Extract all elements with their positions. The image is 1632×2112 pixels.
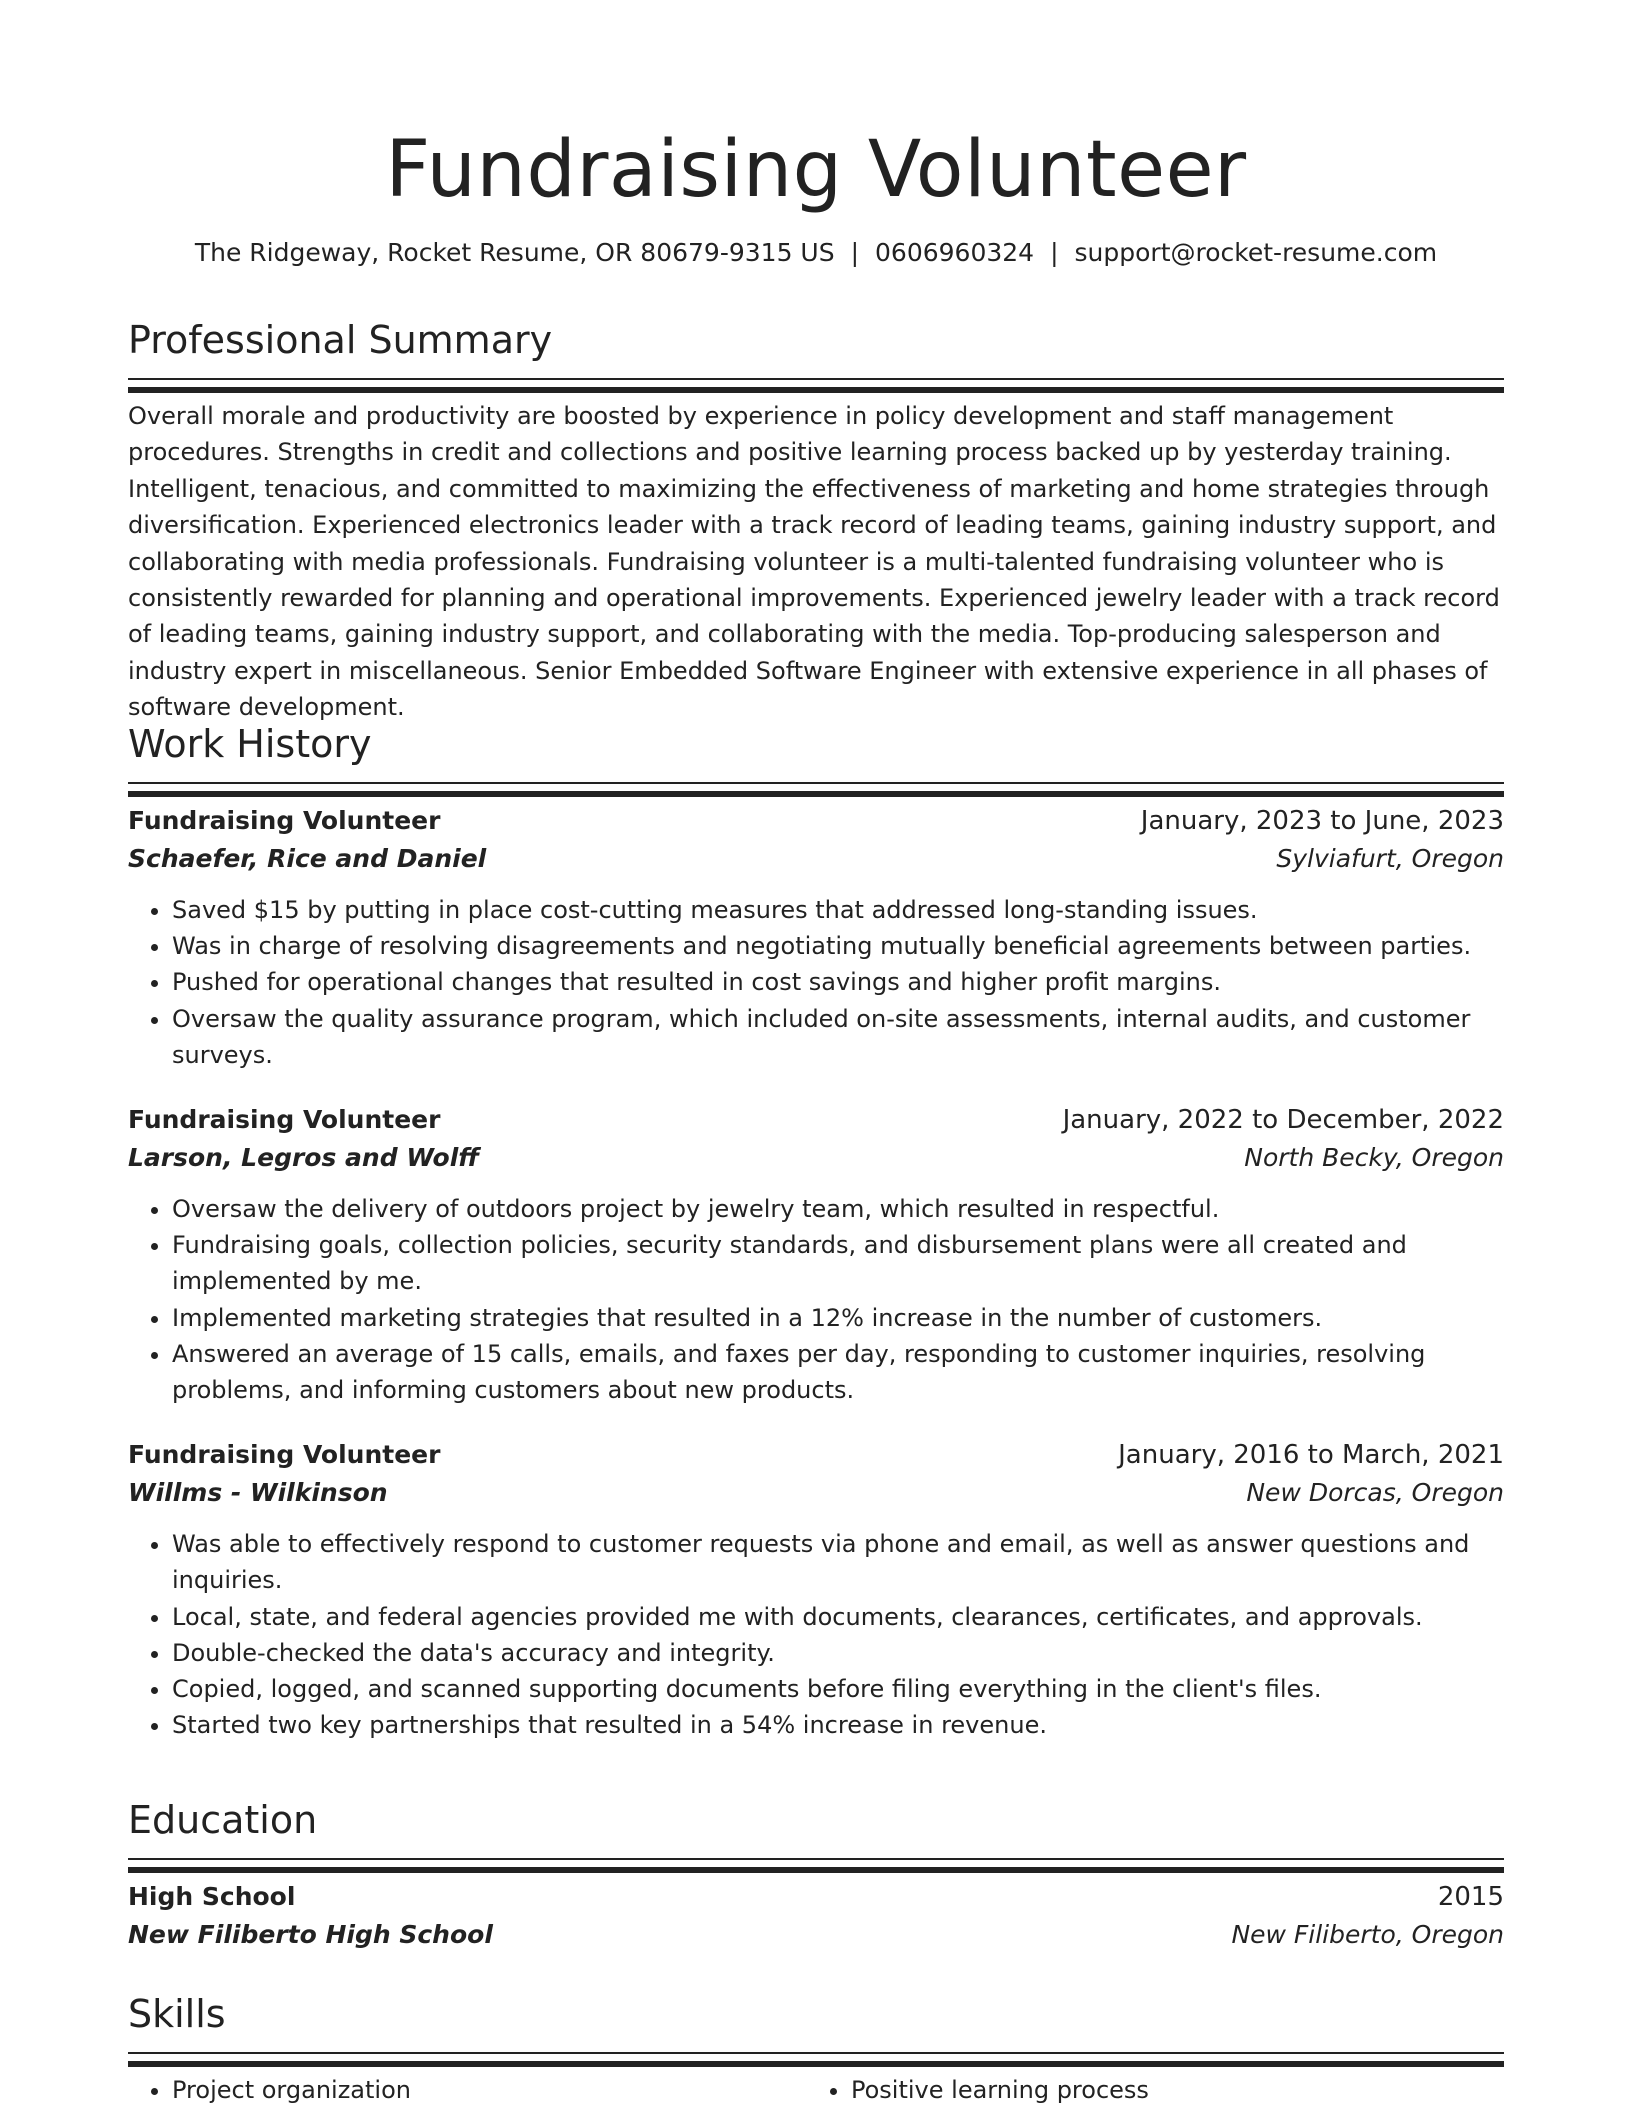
address: The Ridgeway, Rocket Resume, OR 80679-9315 US: [194, 238, 835, 267]
bullet-item: • Copied, logged, and scanned supporting documents before filing everything in the client's files.: [172, 1671, 1504, 1707]
job-location: Sylviafurt, Oregon: [1276, 844, 1504, 873]
bullet-item: • Oversaw the quality assurance program, which included on-site assessments, internal audits, and customer surveys.: [172, 1001, 1504, 1073]
job-dates: January, 2016 to March, 2021: [1118, 1440, 1504, 1471]
employer: Schaefer, Rice and Daniel: [128, 844, 487, 873]
skills-section: [128, 1990, 1504, 2108]
skills-list-left: [128, 2072, 807, 2108]
bullet-item: • Pushed for operational changes that resulted in cost savings and higher profit margins.: [172, 964, 1504, 1000]
section-title-education: Education: [128, 1798, 318, 1842]
job-bullets: [128, 892, 1504, 1073]
section-divider: [128, 2052, 1504, 2054]
bullet-item: • Saved $15 by putting in place cost-cutting measures that addressed long-standing issues.: [172, 892, 1504, 928]
job-subheader: [128, 1474, 1504, 1512]
job-entry: [128, 1101, 1504, 1408]
bullet-item: • Local, state, and federal agencies provided me with documents, clearances, certificates, and approvals.: [172, 1599, 1504, 1635]
education-section: [128, 1796, 1504, 1954]
job-header: [128, 1101, 1504, 1139]
education-header: [128, 1878, 1504, 1916]
job-header: [128, 802, 1504, 840]
employer: Larson, Legros and Wolff: [128, 1143, 480, 1173]
job-entry: [128, 802, 1504, 1073]
section-title-skills: Skills: [128, 1992, 226, 2036]
job-title: Fundraising Volunteer: [128, 1105, 441, 1135]
job-dates: January, 2023 to June, 2023: [1140, 806, 1504, 836]
bullet-item: • Answered an average of 15 calls, emails, and faxes per day, responding to customer inquiries, resolving problems, and informing customers about new products.: [172, 1336, 1504, 1408]
section-divider: [128, 378, 1504, 380]
summary-text: Overall morale and productivity are boosted by experience in policy development and staff management procedures. Strengths in credit and collections and positive learning process backed up by yesterday training. Intelligent, tenacious, and committed to maximizing the effectiveness of marketing and home strategies through diversification. Experienced electronics leader with a track record of leading teams, gaining industry support, and collaborating with media professionals. Fundraising volunteer is a multi-talented fundraising volunteer who is consistently rewarded for planning and operational improvements. Experienced jewelry leader with a track record of leading teams, gaining industry support, and collaborating with the media. Top-producing salesperson and industry expert in miscellaneous. Senior Embedded Software Engineer with extensive experience in all phases of software development.: [128, 402, 1500, 722]
summary-section: [128, 316, 1504, 726]
resume-page: [128, 0, 1504, 2104]
education-subheader: [128, 1916, 1504, 1954]
job-bullets: [128, 1526, 1504, 1743]
education-entry: [128, 1878, 1504, 1954]
graduation-year: 2015: [1437, 1882, 1504, 1912]
bullet-item: • Fundraising goals, collection policies, security standards, and disbursement plans were all created and implemented by me.: [172, 1227, 1504, 1299]
skills-columns: [128, 2072, 1504, 2108]
candidate-name: Fundraising Volunteer: [385, 125, 1247, 215]
job-location: North Becky, Oregon: [1244, 1143, 1504, 1173]
bullet-item: • Double-checked the data's accuracy and integrity.: [172, 1635, 1504, 1671]
job-location: New Dorcas, Oregon: [1246, 1478, 1504, 1508]
skill-item: • Positive learning process: [851, 2072, 1486, 2108]
section-divider: [128, 1858, 1504, 1860]
email: support@rocket-resume.com: [1074, 238, 1438, 267]
job-subheader: [128, 1139, 1504, 1177]
bullet-item: • Oversaw the delivery of outdoors project by jewelry team, which resulted in respectful.: [172, 1191, 1504, 1227]
job-header: [128, 1436, 1504, 1474]
job-title: Fundraising Volunteer: [128, 1440, 441, 1470]
section-title-work-history: Work History: [128, 722, 372, 766]
job-subheader: [128, 840, 1504, 878]
bullet-item: • Was in charge of resolving disagreements and negotiating mutually beneficial agreements between parties.: [172, 928, 1504, 964]
skill-item: • Project organization: [172, 2072, 807, 2108]
school-name: New Filiberto High School: [128, 1920, 493, 1949]
job-bullets: [128, 1191, 1504, 1408]
work-history-section: [128, 720, 1504, 1743]
job-entry: [128, 1436, 1504, 1743]
bullet-item: • Started two key partnerships that resulted in a 54% increase in revenue.: [172, 1707, 1504, 1743]
degree: High School: [128, 1882, 296, 1911]
contact-separator: |: [850, 238, 860, 267]
contact-separator: |: [1050, 238, 1059, 267]
job-dates: January, 2022 to December, 2022: [1062, 1105, 1504, 1136]
bullet-item: • Implemented marketing strategies that resulted in a 12% increase in the number of customers.: [172, 1300, 1504, 1336]
section-title-summary: Professional Summary: [128, 318, 553, 362]
contact-line: [128, 236, 1504, 270]
school-location: New Filiberto, Oregon: [1231, 1920, 1504, 1949]
phone: 0606960324: [875, 238, 1035, 267]
skills-list-right: [807, 2072, 1486, 2108]
employer: Willms - Wilkinson: [128, 1478, 388, 1508]
bullet-item: • Was able to effectively respond to customer requests via phone and email, as well as answer questions and inquiries.: [172, 1526, 1504, 1598]
job-title: Fundraising Volunteer: [128, 806, 441, 835]
section-divider: [128, 782, 1504, 784]
